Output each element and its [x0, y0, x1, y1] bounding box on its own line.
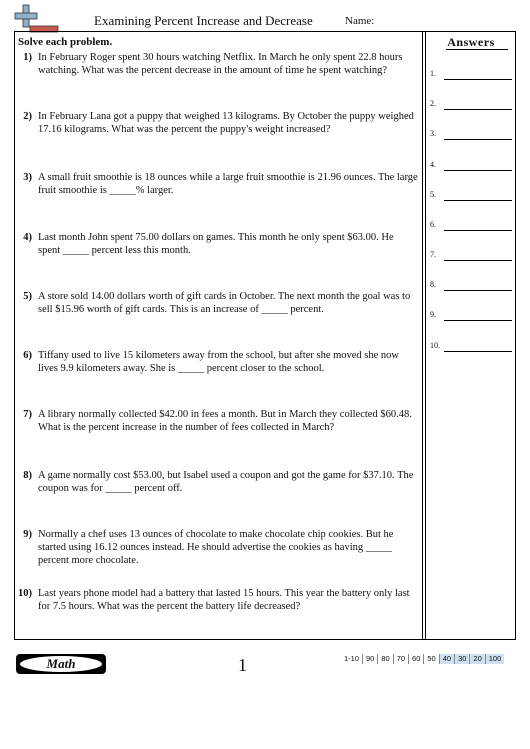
question-text: In February Lana got a puppy that weighed 13 kilograms. By October the puppy weighed 17.16 kilograms. What was the percent the puppy's weight increased? — [38, 111, 414, 135]
answer-number: 4. — [430, 160, 436, 169]
worksheet-title: Examining Percent Increase and Decrease — [94, 13, 313, 28]
question-text: A library normally collected $42.00 in fees a month. But in March they collected $60.48. What is the percent increase in the number of fees collected in March? — [38, 409, 412, 433]
answer-line[interactable] — [444, 260, 512, 261]
answer-number: 2. — [430, 99, 436, 108]
answers-divider — [422, 31, 426, 640]
question-text: A game normally cost $53.00, but Isabel used a coupon and got the game for $37.10. The coupon was for _____ percent off. — [38, 470, 414, 494]
score-scale-cell: 30 — [454, 654, 469, 664]
answers-title-underline — [446, 49, 508, 50]
question-number: 2) — [23, 111, 32, 122]
answer-number: 1. — [430, 69, 436, 78]
answer-field[interactable] — [430, 157, 516, 171]
question-number: 8) — [23, 470, 32, 481]
question-text: Last years phone model had a battery that lasted 15 hours. This year the battery only last for 7.5 hours. What was the percent the battery life decreased? — [38, 588, 410, 612]
score-scale-cell: 70 — [393, 654, 408, 664]
score-scale-cell: 40 — [439, 654, 454, 664]
question-number: 4) — [23, 232, 32, 243]
answer-line[interactable] — [444, 79, 512, 80]
question-text: In February Roger spent 30 hours watching Netflix. In March he only spent 22.8 hours watching. What was the percent decrease in the amount of time he spent watching? — [38, 52, 403, 76]
question-number: 6) — [23, 350, 32, 361]
answer-number: 6. — [430, 220, 436, 229]
answers-title: Answers — [447, 35, 495, 49]
answer-field[interactable] — [430, 96, 516, 110]
answer-number: 7. — [430, 250, 436, 259]
answer-field[interactable] — [430, 277, 516, 291]
answer-line[interactable] — [444, 109, 512, 110]
score-scale-cell: 90 — [362, 654, 377, 664]
score-scale-cell: 80 — [377, 654, 392, 664]
answer-line[interactable] — [444, 230, 512, 231]
answer-field[interactable] — [430, 187, 516, 201]
answer-number: 5. — [430, 190, 436, 199]
question-number: 5) — [23, 291, 32, 302]
answer-field[interactable] — [430, 66, 516, 80]
answer-field[interactable] — [430, 338, 516, 352]
question-text: Last month John spent 75.00 dollars on games. This month he only spent $63.00. He spent _____ percent less this month. — [38, 232, 394, 256]
subject-label: Math — [20, 656, 102, 672]
instructions: Solve each problem. — [18, 36, 113, 48]
question-text: Tiffany used to live 15 kilometers away from the school, but after she moved she now lives 9.9 kilometers away. She is _____ percent closer to the school. — [38, 350, 400, 374]
answer-line[interactable] — [444, 320, 512, 321]
question-number: 1) — [23, 52, 32, 63]
score-scale-cell: 20 — [469, 654, 484, 664]
answer-field[interactable] — [430, 247, 516, 261]
math-logo-icon — [14, 4, 60, 34]
score-scale-cell: 60 — [408, 654, 423, 664]
answer-field[interactable] — [430, 126, 516, 140]
answer-field[interactable] — [430, 217, 516, 231]
question-number: 9) — [23, 529, 32, 540]
answer-number: 3. — [430, 129, 436, 138]
score-scale-cell: 50 — [423, 654, 438, 664]
answer-line[interactable] — [444, 290, 512, 291]
question-number: 7) — [23, 409, 32, 420]
question-text: A small fruit smoothie is 18 ounces while a large fruit smoothie is 21.96 ounces. The large fruit smoothie is _____% larger. — [38, 172, 418, 196]
answer-number: 9. — [430, 310, 436, 319]
page-number: 1 — [238, 655, 247, 675]
answer-line[interactable] — [444, 351, 512, 352]
question-text: Normally a chef uses 13 ounces of chocolate to make chocolate chip cookies. But he started using 16.12 ounces instead. He should advertise the cookies as having _____ percent more chocolate. — [38, 529, 394, 566]
answer-number: 8. — [430, 280, 436, 289]
question-number: 10) — [18, 588, 32, 599]
answer-line[interactable] — [444, 170, 512, 171]
answer-line[interactable] — [444, 200, 512, 201]
answer-number: 10. — [430, 341, 440, 350]
score-scale-cell: 1-10 — [344, 654, 360, 663]
question-text: A store sold 14.00 dollars worth of gift cards in October. The next month the goal was to sell $15.96 worth of gift cards. This is an increase of _____ percent. — [38, 291, 411, 315]
question-number: 3) — [23, 172, 32, 183]
answer-line[interactable] — [444, 139, 512, 140]
score-scale-cell: 100 — [485, 654, 505, 664]
score-scale — [344, 654, 504, 664]
name-label: Name: — [345, 15, 375, 27]
answer-field[interactable] — [430, 307, 516, 321]
